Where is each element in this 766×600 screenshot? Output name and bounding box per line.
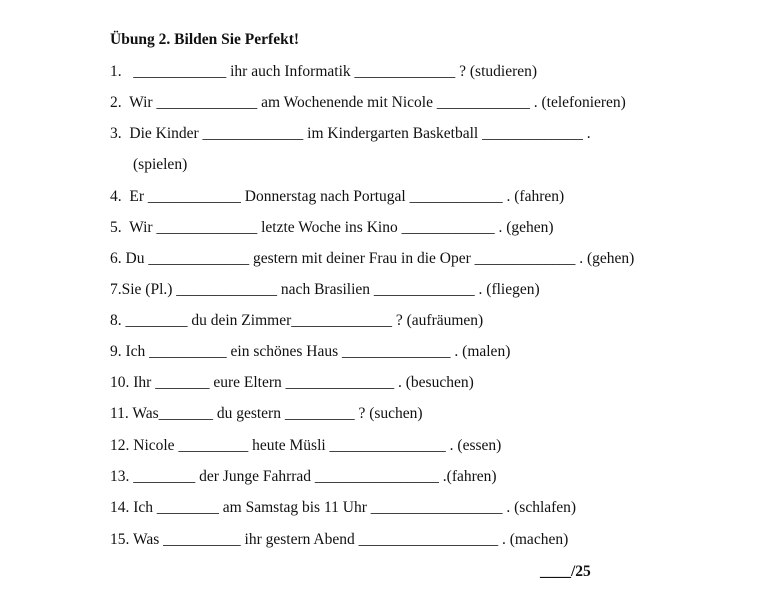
score-field: ____/25 <box>540 563 591 580</box>
exercise-line-3-continuation: (spielen) <box>133 156 188 173</box>
exercise-title: Übung 2. Bilden Sie Perfekt! <box>110 31 300 48</box>
exercise-line-14: 14. Ich ________ am Samstag bis 11 Uhr _________________ . (schlafen) <box>110 499 577 516</box>
exercise-line-15: 15. Was __________ ihr gestern Abend __________________ . (machen) <box>110 531 569 548</box>
exercise-line-12: 12. Nicole _________ heute Müsli _______________ . (essen) <box>110 437 502 454</box>
exercise-line-11: 11. Was_______ du gestern _________ ? (suchen) <box>110 405 423 422</box>
exercise-line-1: 1. ____________ ihr auch Informatik _____________ ? (studieren) <box>110 63 538 80</box>
exercise-line-6: 6. Du _____________ gestern mit deiner Frau in die Oper _____________ . (gehen) <box>110 250 635 267</box>
exercise-line-3: 3. Die Kinder _____________ im Kindergarten Basketball _____________ . <box>110 125 591 142</box>
exercise-line-7: 7.Sie (Pl.) _____________ nach Brasilien _____________ . (fliegen) <box>110 281 540 298</box>
exercise-line-4: 4. Er ____________ Donnerstag nach Portugal ____________ . (fahren) <box>110 188 565 205</box>
exercise-line-8: 8. ________ du dein Zimmer_____________ ? (aufräumen) <box>110 312 484 329</box>
exercise-line-9: 9. Ich __________ ein schönes Haus ______________ . (malen) <box>110 343 511 360</box>
exercise-line-2: 2. Wir _____________ am Wochenende mit Nicole ____________ . (telefonieren) <box>110 94 626 111</box>
exercise-line-10: 10. Ihr _______ eure Eltern ______________ . (besuchen) <box>110 374 474 391</box>
exercise-line-13: 13. ________ der Junge Fahrrad ________________ .(fahren) <box>110 468 497 485</box>
exercise-line-5: 5. Wir _____________ letzte Woche ins Kino ____________ . (gehen) <box>110 219 554 236</box>
